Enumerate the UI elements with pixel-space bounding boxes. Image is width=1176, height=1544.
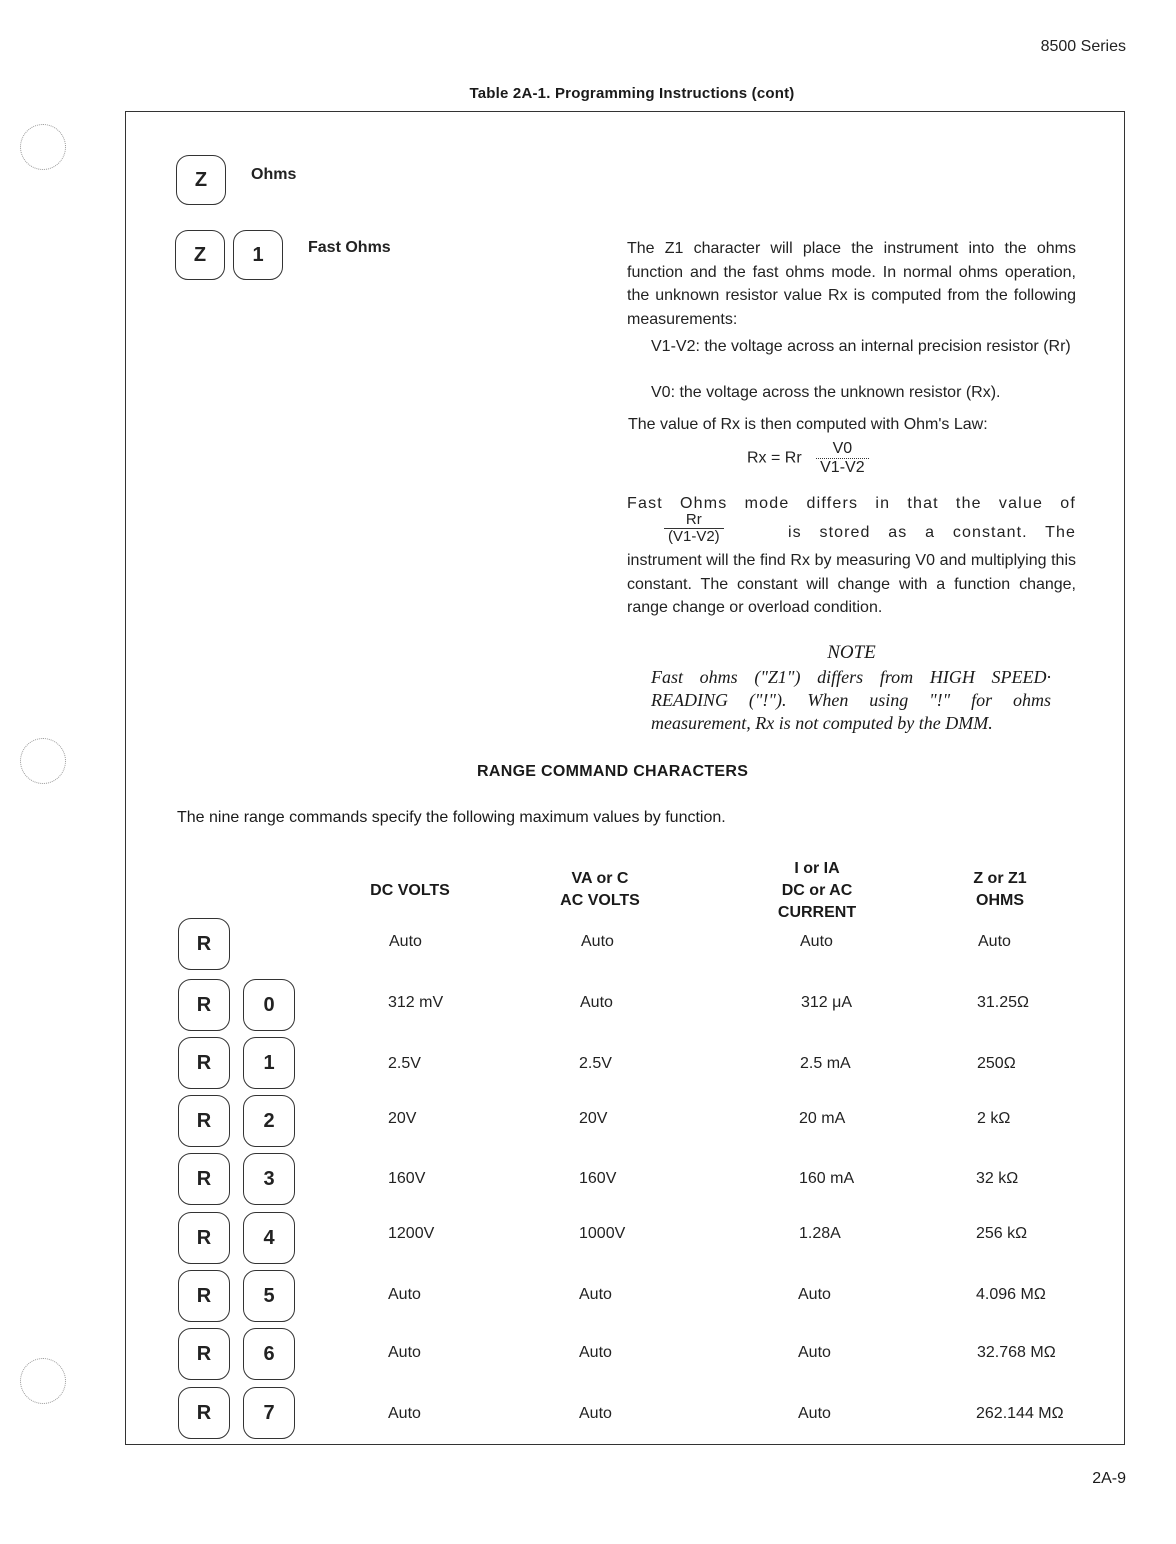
table-cell: Auto (798, 1344, 831, 1361)
key-2: 2 (243, 1095, 295, 1147)
ohms-law-intro: The value of Rx is then computed with Ohm's Law: (628, 416, 988, 433)
table-cell: 2.5V (388, 1055, 421, 1072)
table-cell: 312 mV (388, 994, 444, 1011)
page-number: 2A-9 (1092, 1470, 1126, 1487)
table-cell: 4.096 MΩ (976, 1286, 1046, 1303)
table-cell: Auto (579, 1344, 612, 1361)
key-r: R (178, 1270, 230, 1322)
key-0: 0 (243, 979, 295, 1031)
fraction-numerator: Rr (664, 512, 724, 529)
fraction-denominator: (V1-V2) (668, 528, 720, 545)
key-6: 6 (243, 1328, 295, 1380)
table-cell: 160 mA (799, 1170, 855, 1187)
table-cell: Auto (579, 1405, 612, 1422)
formula-lhs: Rx = Rr (747, 449, 802, 467)
binder-hole-icon (20, 1358, 66, 1404)
fast-ohms-label: Fast Ohms (308, 239, 391, 256)
table-cell: 262.144 MΩ (976, 1405, 1064, 1422)
table-cell: 312 μA (801, 994, 853, 1011)
measurement-item-v0: V0: the voltage across the unknown resistor (Rx). (651, 384, 1001, 401)
key-z: Z (175, 230, 225, 280)
table-cell: Auto (798, 1286, 831, 1303)
formula-numerator: V0 (816, 440, 868, 459)
table-cell: Auto (581, 933, 614, 950)
key-r: R (178, 1328, 230, 1380)
key-r: R (178, 1387, 230, 1439)
binder-hole-icon (20, 738, 66, 784)
table-cell: Auto (579, 1286, 612, 1303)
table-cell: 32 kΩ (976, 1170, 1019, 1187)
table-cell: Auto (389, 933, 422, 950)
table-cell: 2.5 mA (800, 1055, 851, 1072)
key-7: 7 (243, 1387, 295, 1439)
fast-ohms-paragraph: instrument will the find Rx by measuring V0 and multiplying this constant. The constant will change with a function change, range change or overload condition. (627, 552, 1076, 616)
table-cell: Auto (978, 933, 1011, 950)
key-3: 3 (243, 1153, 295, 1205)
series-label: 8500 Series (1040, 38, 1126, 55)
column-header-dc-volts: DC VOLTS (370, 882, 450, 899)
measurement-item-v1v2: V1-V2: the voltage across an internal precision resistor (Rr) (651, 338, 1071, 355)
table-cell: 31.25Ω (977, 994, 1029, 1011)
key-5: 5 (243, 1270, 295, 1322)
column-header-current: I or IA DC or AC CURRENT (777, 860, 857, 921)
table-cell: 20V (579, 1110, 608, 1127)
fast-ohms-fraction (664, 512, 724, 545)
column-header-ac-volts: VA or C AC VOLTS (560, 870, 640, 909)
column-header-ohms: Z or Z1 OHMS (973, 870, 1027, 909)
table-cell: 1.28A (799, 1225, 841, 1242)
table-cell: Auto (388, 1344, 421, 1361)
ohms-law-formula (747, 440, 869, 477)
note-body: Fast ohms ("Z1") differs from HIGH SPEED· READING ("!"). When using "!" for ohms measurement, Rx is not computed by the DMM. (651, 667, 1051, 733)
table-cell: 160V (388, 1170, 426, 1187)
key-1: 1 (243, 1037, 295, 1089)
table-cell: Auto (798, 1405, 831, 1422)
key-z: Z (176, 155, 226, 205)
key-r: R (178, 918, 230, 970)
key-4: 4 (243, 1212, 295, 1264)
key-r: R (178, 1153, 230, 1205)
table-cell: Auto (800, 933, 833, 950)
table-cell: 1000V (579, 1225, 626, 1242)
key-r: R (178, 1037, 230, 1089)
range-section-heading: RANGE COMMAND CHARACTERS (477, 763, 749, 780)
table-cell: 160V (579, 1170, 617, 1187)
z1-intro-paragraph: The Z1 character will place the instrument into the ohms function and the fast ohms mode. In normal ohms operation, the unknown resistor value Rx is computed from the following measurements: (627, 240, 1076, 328)
table-cell: 20 mA (799, 1110, 846, 1127)
key-1: 1 (233, 230, 283, 280)
range-intro: The nine range commands specify the following maximum values by function. (177, 809, 726, 826)
formula-denominator: V1-V2 (820, 459, 865, 476)
note-title: NOTE (827, 642, 876, 663)
fast-ohms-line2: is stored as a constant. The (788, 524, 1076, 541)
key-r: R (178, 1212, 230, 1264)
table-cell: Auto (388, 1405, 421, 1422)
table-cell: 2.5V (579, 1055, 612, 1072)
table-title: Table 2A-1. Programming Instructions (cont) (469, 85, 795, 102)
table-cell: 256 kΩ (976, 1225, 1028, 1242)
table-cell: Auto (388, 1286, 421, 1303)
key-r: R (178, 1095, 230, 1147)
table-cell: Auto (580, 994, 613, 1011)
table-cell: 2 kΩ (977, 1110, 1011, 1127)
formula-fraction (816, 440, 868, 477)
binder-hole-icon (20, 124, 66, 170)
table-cell: 250Ω (977, 1055, 1016, 1072)
table-cell: 20V (388, 1110, 417, 1127)
key-r: R (178, 979, 230, 1031)
table-cell: 32.768 MΩ (977, 1344, 1056, 1361)
fast-ohms-line1: Fast Ohms mode differs in that the value of (627, 495, 1076, 512)
table-cell: 1200V (388, 1225, 435, 1242)
ohms-label: Ohms (251, 166, 297, 183)
